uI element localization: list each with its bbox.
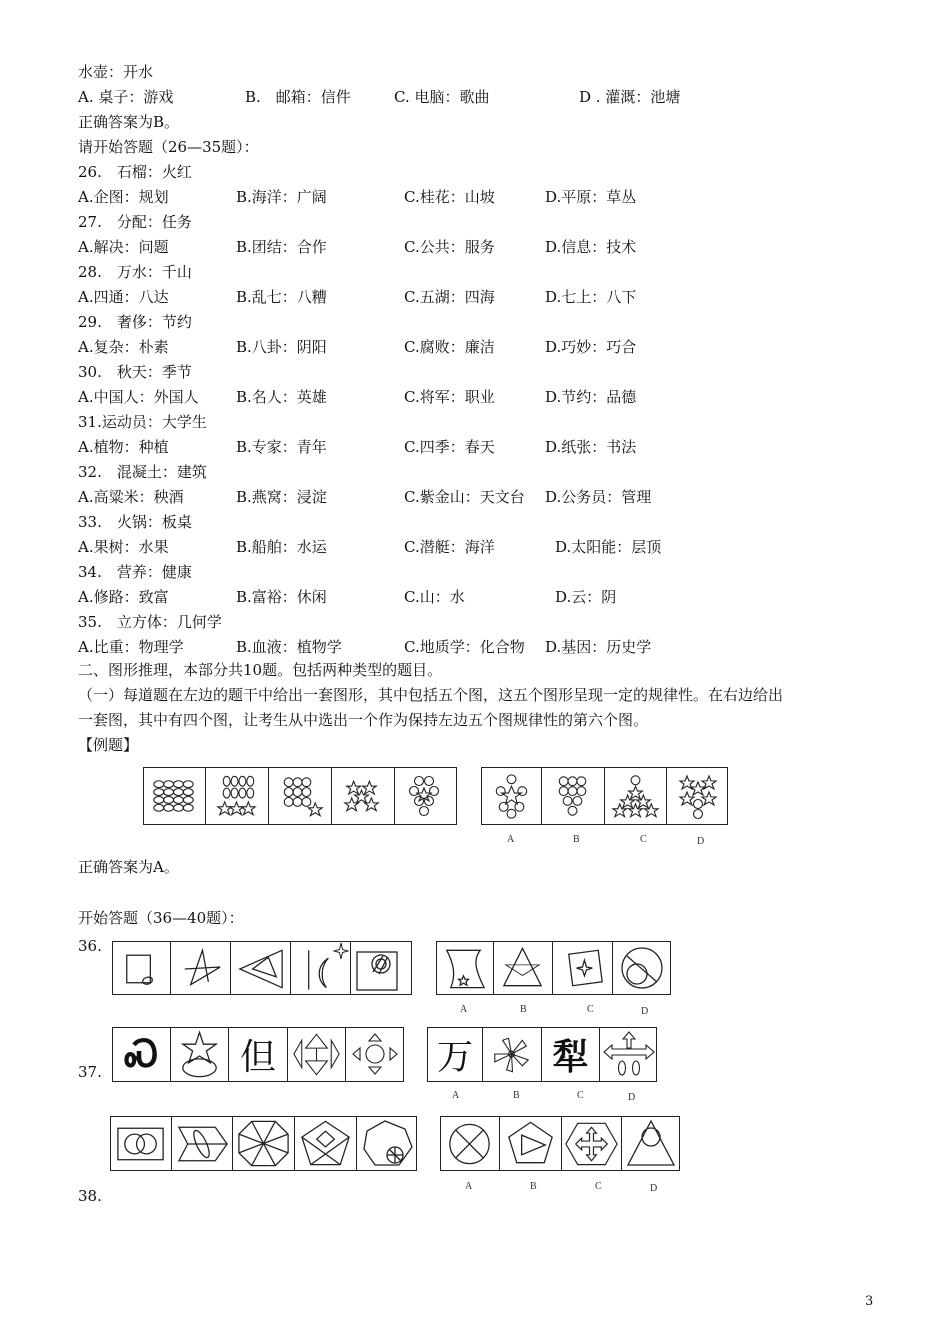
question-29-stem: 29. 奢侈：节约 — [78, 313, 192, 331]
question-26-option-a: A.企图：规划 — [78, 188, 169, 206]
question-30-stem: 30. 秋天：季节 — [78, 363, 192, 381]
question-29-option-d: D.巧妙：巧合 — [545, 338, 637, 356]
q38-number: 38. — [78, 1187, 102, 1205]
q37-figure-2 — [171, 1028, 229, 1081]
question-26-option-b: B.海洋：广阔 — [236, 188, 327, 206]
question-32-option-b: B.燕窝：浸淀 — [236, 488, 327, 506]
question-27-option-d: D.信息：技术 — [545, 238, 637, 256]
question-26-option-c: C.桂花：山坡 — [404, 188, 495, 206]
example-figure-5 — [395, 768, 458, 824]
q36-question-strip — [112, 941, 412, 995]
q36-figure-5 — [351, 942, 413, 994]
section2-desc-line1: （一）每道题在左边的题干中给出一套图形，其中包括五个图，这五个图形呈现一定的规律性。在右边给出 — [78, 686, 784, 704]
example-pair: 水壶：开水 — [78, 63, 154, 81]
example-question-strip — [143, 767, 457, 825]
q37-label-d: D — [628, 1092, 636, 1103]
q36-figure-2 — [171, 942, 231, 994]
q38-label-d: D — [650, 1183, 658, 1194]
example-figure-2 — [206, 768, 269, 824]
question-28-option-d: D.七上：八下 — [545, 288, 637, 306]
question-27-option-a: A.解决：问题 — [78, 238, 169, 256]
question-35-option-d: D.基因：历史学 — [545, 638, 652, 656]
q37-option-b[interactable] — [483, 1028, 542, 1081]
q38-figure-2 — [172, 1117, 233, 1170]
q37-figure-1 — [113, 1028, 171, 1081]
q37-figure-5 — [346, 1028, 405, 1081]
question-28-option-b: B.乱七：八糟 — [236, 288, 327, 306]
question-35-option-b: B.血液：植物学 — [236, 638, 342, 656]
q38-figure-3 — [233, 1117, 295, 1170]
example-label-c: C — [640, 834, 647, 845]
question-28-option-a: A.四通：八达 — [78, 288, 169, 306]
example-option-figure-b[interactable] — [542, 768, 605, 824]
question-33-option-b: B.船舶：水运 — [236, 538, 327, 556]
section2-desc-line2: 一套图，其中有四个图，让考生从中选出一个作为保持左边五个图规律性的第六个图。 — [78, 711, 649, 729]
q36-sparkle-icon — [333, 942, 349, 960]
example-figure-3 — [269, 768, 332, 824]
q38-option-d[interactable] — [622, 1117, 681, 1170]
question-32-option-d: D.公务员：管理 — [545, 488, 652, 506]
q36-label-b: B — [520, 1004, 527, 1015]
example-option-c: C. 电脑：歌曲 — [394, 88, 490, 106]
q37-options-strip — [427, 1027, 657, 1082]
question-28-stem: 28. 万水：千山 — [78, 263, 192, 281]
question-31-option-a: A.植物：种植 — [78, 438, 169, 456]
question-34-option-b: B.富裕：休闲 — [236, 588, 327, 606]
example-answer: 正确答案为B。 — [78, 113, 180, 131]
example-figure-4 — [332, 768, 395, 824]
q37-label-c: C — [577, 1090, 584, 1101]
question-34-option-d: D.云：阴 — [555, 588, 617, 606]
q38-figure-5 — [357, 1117, 418, 1170]
q37-label-a: A — [452, 1090, 460, 1101]
question-30-option-a: A.中国人：外国人 — [78, 388, 199, 406]
question-32-option-a: A.高粱米：秧酒 — [78, 488, 184, 506]
example-figure-1 — [144, 768, 206, 824]
q36-number: 36. — [78, 937, 102, 955]
question-26-stem: 26. 石榴：火红 — [78, 163, 192, 181]
q37-option-a[interactable] — [428, 1028, 483, 1081]
question-35-stem: 35. 立方体：几何学 — [78, 613, 222, 631]
example-label-d: D — [697, 836, 705, 847]
figure-answer: 正确答案为A。 — [78, 858, 179, 876]
q38-figure-4 — [295, 1117, 357, 1170]
q37-figure-1-char: Ꮝ — [124, 1033, 159, 1075]
example-option-figure-a[interactable] — [482, 768, 542, 824]
q37-figure-3 — [229, 1028, 288, 1081]
section2-title: 二、图形推理，本部分共10题。包括两种类型的题目。 — [78, 661, 443, 679]
question-34-option-c: C.山：水 — [404, 588, 465, 606]
q37-option-c-char: 犁 — [552, 1037, 589, 1078]
example-heading: 【例题】 — [78, 736, 139, 754]
question-31-option-b: B.专家：青年 — [236, 438, 327, 456]
q37-figure-3-char: 但 — [239, 1037, 276, 1078]
q38-option-a[interactable] — [441, 1117, 500, 1170]
question-27-option-c: C.公共：服务 — [404, 238, 495, 256]
q36-option-d[interactable] — [613, 942, 672, 994]
q36-figure-1 — [113, 942, 171, 994]
question-27-stem: 27. 分配：任务 — [78, 213, 192, 231]
question-33-stem: 33. 火锅：板桌 — [78, 513, 192, 531]
q38-option-c[interactable] — [562, 1117, 622, 1170]
q38-question-strip — [110, 1116, 417, 1171]
question-27-option-b: B.团结：合作 — [236, 238, 327, 256]
question-34-stem: 34. 营养：健康 — [78, 563, 192, 581]
example-options-strip — [481, 767, 728, 825]
example-label-b: B — [573, 834, 580, 845]
q38-options-strip — [440, 1116, 680, 1171]
q37-option-d[interactable] — [600, 1028, 658, 1081]
q38-label-c: C — [595, 1181, 602, 1192]
q37-option-a-char: 万 — [436, 1037, 473, 1078]
q36-option-c[interactable] — [553, 942, 613, 994]
q36-label-a: A — [460, 1004, 468, 1015]
question-30-option-c: C.将军：职业 — [404, 388, 495, 406]
q36-label-d: D — [641, 1006, 649, 1017]
question-32-stem: 32. 混凝土：建筑 — [78, 463, 207, 481]
q38-label-a: A — [465, 1181, 473, 1192]
q36-figure-3 — [231, 942, 291, 994]
question-32-option-c: C.紫金山：天文台 — [404, 488, 525, 506]
start-prompt-36-40: 开始答题（36—40题）： — [78, 909, 244, 927]
q38-label-b: B — [530, 1181, 537, 1192]
question-30-option-b: B.名人：英雄 — [236, 388, 327, 406]
question-33-option-a: A.果树：水果 — [78, 538, 169, 556]
example-option-b: B. 邮箱：信件 — [245, 88, 351, 106]
q36-option-a[interactable] — [437, 942, 494, 994]
question-28-option-c: C.五湖：四海 — [404, 288, 495, 306]
question-29-option-c: C.腐败：廉洁 — [404, 338, 495, 356]
question-35-option-c: C.地质学：化合物 — [404, 638, 525, 656]
question-29-option-b: B.八卦：阴阳 — [236, 338, 327, 356]
page-number: 3 — [865, 1294, 874, 1309]
example-label-a: A — [507, 834, 515, 845]
question-30-option-d: D.节约：品德 — [545, 388, 637, 406]
question-34-option-a: A.修路：致富 — [78, 588, 169, 606]
question-29-option-a: A.复杂：朴素 — [78, 338, 169, 356]
q37-figure-4 — [288, 1028, 346, 1081]
example-option-figure-d[interactable] — [667, 768, 729, 824]
question-31-stem: 31.运动员：大学生 — [78, 413, 207, 431]
question-33-option-c: C.潜艇：海洋 — [404, 538, 495, 556]
q38-figure-1 — [111, 1117, 172, 1170]
question-35-option-a: A.比重：物理学 — [78, 638, 184, 656]
question-31-option-d: D.纸张：书法 — [545, 438, 637, 456]
example-option-d: D . 灌溉：池塘 — [579, 88, 681, 106]
start-prompt-26-35: 请开始答题（26—35题）： — [78, 138, 259, 156]
q37-option-c[interactable] — [542, 1028, 600, 1081]
q36-option-b[interactable] — [494, 942, 553, 994]
example-option-figure-c[interactable] — [605, 768, 667, 824]
q37-question-strip — [112, 1027, 404, 1082]
question-33-option-d: D.太阳能：层顶 — [555, 538, 662, 556]
q37-number: 37. — [78, 1063, 102, 1081]
question-31-option-c: C.四季：春天 — [404, 438, 495, 456]
q36-options-strip — [436, 941, 671, 995]
example-option-a: A. 桌子：游戏 — [78, 88, 174, 106]
q37-label-b: B — [513, 1090, 520, 1101]
q36-label-c: C — [587, 1004, 594, 1015]
question-26-option-d: D.平原：草丛 — [545, 188, 637, 206]
q38-option-b[interactable] — [500, 1117, 562, 1170]
